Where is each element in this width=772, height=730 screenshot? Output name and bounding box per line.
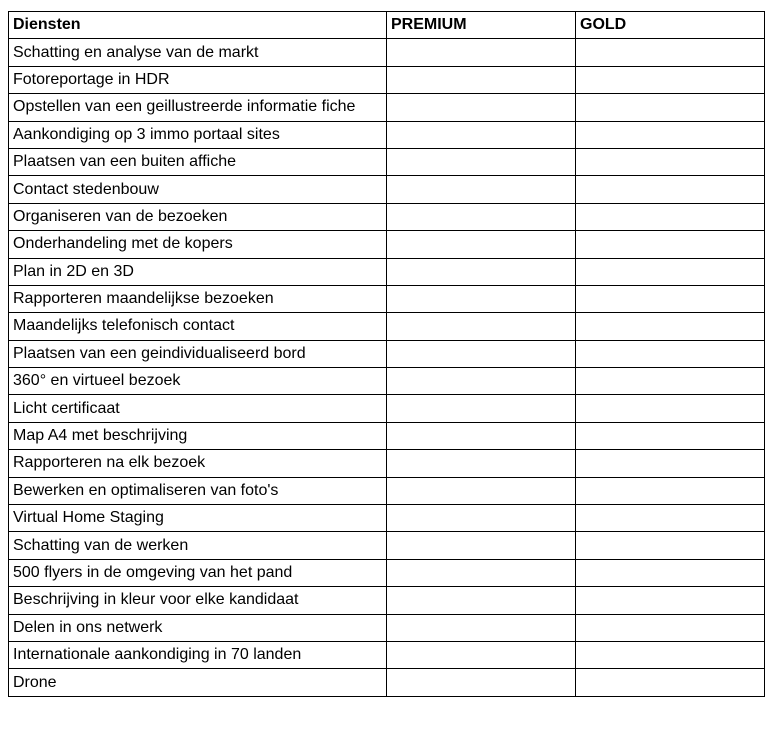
service-cell: Bewerken en optimaliseren van foto's [9,477,387,504]
table-row [9,614,765,641]
table-row [9,505,765,532]
gold-cell [576,340,765,367]
table-row [9,641,765,668]
premium-cell [387,231,576,258]
gold-cell [576,614,765,641]
gold-cell [576,368,765,395]
service-cell: Maandelijks telefonisch contact [9,313,387,340]
table-row [9,285,765,312]
premium-cell [387,66,576,93]
service-cell: Schatting en analyse van de markt [9,39,387,66]
service-cell: Virtual Home Staging [9,505,387,532]
service-cell: Beschrijving in kleur voor elke kandidaat [9,587,387,614]
premium-cell [387,313,576,340]
service-cell: Internationale aankondiging in 70 landen [9,641,387,668]
table-row [9,587,765,614]
service-cell: 360° en virtueel bezoek [9,368,387,395]
gold-cell [576,587,765,614]
header-diensten: Diensten [9,12,387,39]
table-row [9,203,765,230]
gold-cell [576,313,765,340]
gold-cell [576,641,765,668]
table-row [9,532,765,559]
gold-cell [576,231,765,258]
service-cell: Aankondiging op 3 immo portaal sites [9,121,387,148]
table-row [9,176,765,203]
premium-cell [387,121,576,148]
table-row [9,422,765,449]
header-premium: PREMIUM [387,12,576,39]
premium-cell [387,587,576,614]
service-cell: Licht certificaat [9,395,387,422]
header-row [9,12,765,39]
gold-cell [576,94,765,121]
gold-cell [576,203,765,230]
table-row [9,94,765,121]
gold-cell [576,669,765,696]
table-row [9,395,765,422]
premium-cell [387,614,576,641]
premium-cell [387,395,576,422]
services-table [8,11,765,697]
gold-cell [576,532,765,559]
table-body [9,39,765,696]
gold-cell [576,450,765,477]
header-gold: GOLD [576,12,765,39]
premium-cell [387,176,576,203]
premium-cell [387,94,576,121]
service-cell: Delen in ons netwerk [9,614,387,641]
service-cell: Fotoreportage in HDR [9,66,387,93]
service-cell: 500 flyers in de omgeving van het pand [9,559,387,586]
premium-cell [387,148,576,175]
service-cell: Contact stedenbouw [9,176,387,203]
service-cell: Organiseren van de bezoeken [9,203,387,230]
table-row [9,258,765,285]
gold-cell [576,121,765,148]
table-header [9,12,765,39]
table-row [9,66,765,93]
premium-cell [387,258,576,285]
table-row [9,368,765,395]
premium-cell [387,285,576,312]
premium-cell [387,340,576,367]
table-row [9,559,765,586]
premium-cell [387,532,576,559]
gold-cell [576,477,765,504]
table-row [9,231,765,258]
table-row [9,340,765,367]
table-row [9,39,765,66]
premium-cell [387,641,576,668]
premium-cell [387,450,576,477]
premium-cell [387,203,576,230]
service-cell: Drone [9,669,387,696]
gold-cell [576,258,765,285]
service-cell: Map A4 met beschrijving [9,422,387,449]
gold-cell [576,559,765,586]
gold-cell [576,148,765,175]
service-cell: Plan in 2D en 3D [9,258,387,285]
gold-cell [576,395,765,422]
service-cell: Rapporteren na elk bezoek [9,450,387,477]
gold-cell [576,422,765,449]
service-cell: Plaatsen van een buiten affiche [9,148,387,175]
service-cell: Opstellen van een geillustreerde informatie fiche [9,94,387,121]
gold-cell [576,39,765,66]
premium-cell [387,39,576,66]
gold-cell [576,505,765,532]
premium-cell [387,422,576,449]
table-row [9,148,765,175]
service-cell: Plaatsen van een geindividualiseerd bord [9,340,387,367]
premium-cell [387,477,576,504]
service-cell: Onderhandeling met de kopers [9,231,387,258]
premium-cell [387,669,576,696]
gold-cell [576,176,765,203]
table-row [9,477,765,504]
table-row [9,669,765,696]
table-row [9,450,765,477]
premium-cell [387,505,576,532]
premium-cell [387,368,576,395]
table-row [9,121,765,148]
gold-cell [576,66,765,93]
service-cell: Rapporteren maandelijkse bezoeken [9,285,387,312]
table-row [9,313,765,340]
premium-cell [387,559,576,586]
gold-cell [576,285,765,312]
service-cell: Schatting van de werken [9,532,387,559]
